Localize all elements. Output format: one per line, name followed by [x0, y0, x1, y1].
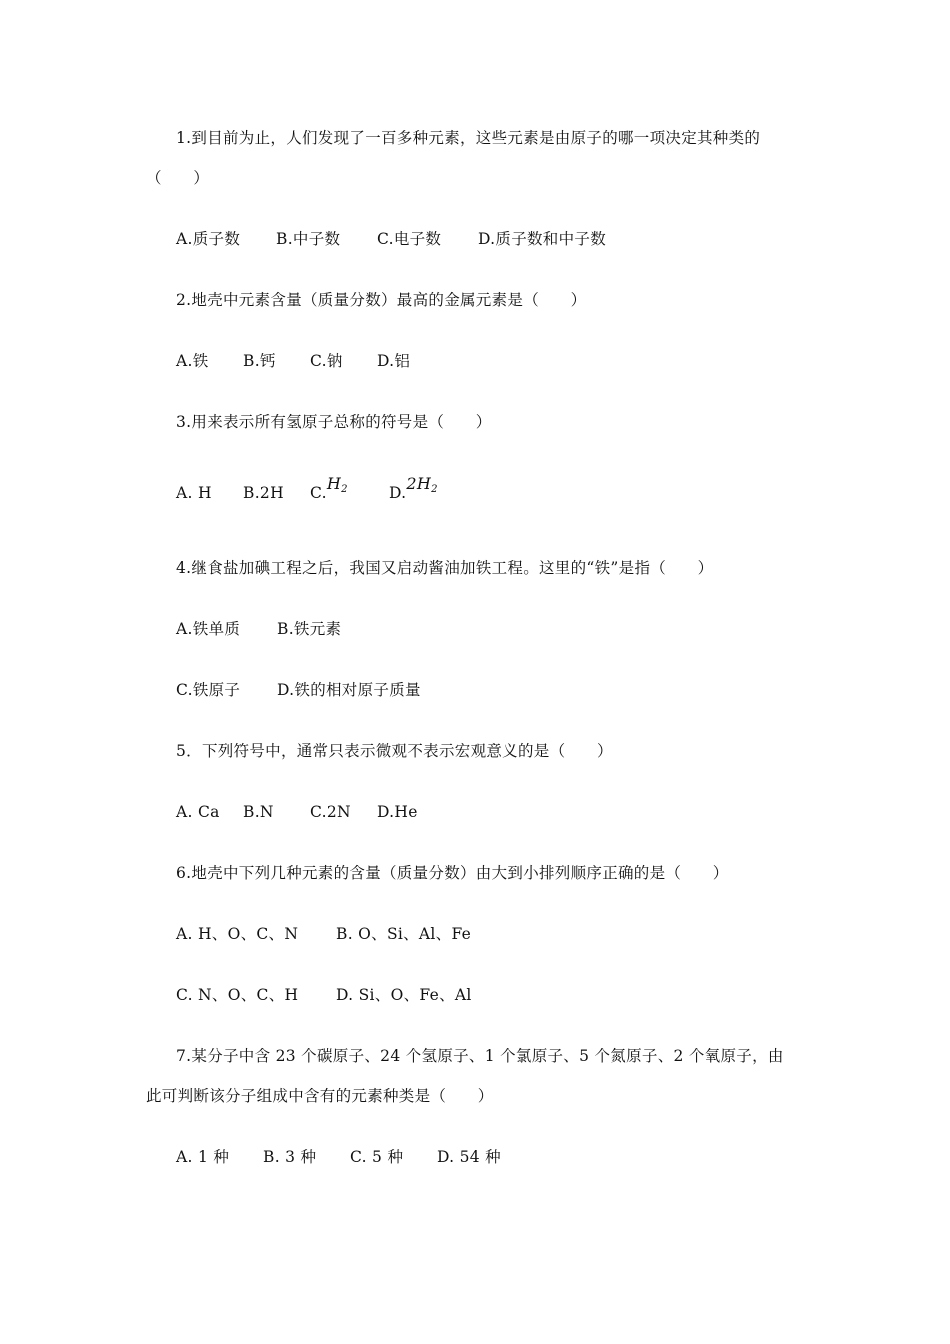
question-6-option-a: A. H、O、C、N: [176, 925, 299, 943]
question-3-option-d-subscript: 2: [431, 484, 438, 495]
question-4-option-c: C.铁原子: [176, 681, 241, 699]
question-6-options-row2: [176, 985, 472, 1005]
question-1-option-b: B.中子数: [276, 230, 341, 248]
question-3-option-d-formula: [406, 474, 437, 493]
question-3-option-d-symbol: 2H: [406, 474, 432, 493]
question-3-option-c-formula: [327, 474, 348, 493]
question-6-options-row1: [176, 924, 471, 944]
question-5-option-c: C.2N: [310, 803, 351, 821]
question-4-option-b: B.铁元素: [277, 620, 342, 638]
question-7-option-b: B. 3 种: [263, 1148, 317, 1166]
question-3-option-b: B.2H: [243, 484, 284, 502]
question-2-option-c: C.钠: [310, 352, 343, 370]
question-3-option-a: A. H: [176, 484, 212, 502]
question-6-stem: 6.地壳中下列几种元素的含量（质量分数）由大到小排列顺序正确的是（ ）: [176, 864, 729, 882]
question-7-option-d: D. 54 种: [437, 1148, 501, 1166]
question-3-option-c-symbol: H: [326, 474, 342, 493]
question-7-option-a: A. 1 种: [176, 1148, 230, 1166]
question-3-options: [176, 474, 438, 506]
question-7-option-c: C. 5 种: [350, 1148, 404, 1166]
question-7-options: [176, 1147, 501, 1167]
question-5-stem: 5．下列符号中，通常只表示微观不表示宏观意义的是（ ）: [176, 742, 613, 760]
question-6-option-c: C. N、O、C、H: [176, 986, 299, 1004]
question-1-option-c: C.电子数: [377, 230, 442, 248]
question-3-stem: 3.用来表示所有氢原子总称的符号是（ ）: [176, 413, 492, 431]
question-5-option-b: B.N: [243, 803, 274, 821]
question-3-option-c: [310, 474, 389, 506]
question-1-stem-line2: （ ）: [146, 169, 210, 187]
question-2-options: [176, 351, 410, 371]
question-5-option-d: D.He: [377, 803, 418, 821]
question-7-stem-line2: 此可判断该分子组成中含有的元素种类是（ ）: [146, 1087, 494, 1105]
question-4-options-row1: [176, 619, 341, 639]
question-5-option-a: A. Ca: [176, 803, 220, 821]
question-3-option-c-subscript: 2: [341, 484, 348, 495]
question-7-stem-line1: 7.某分子中含 23 个碳原子、24 个氢原子、1 个氯原子、5 个氮原子、2 个氧原子，由: [176, 1047, 784, 1065]
question-2-option-d: D.铝: [377, 352, 411, 370]
question-2-stem: 2.地壳中元素含量（质量分数）最高的金属元素是（ ）: [176, 291, 587, 309]
question-4-option-d: D.铁的相对原子质量: [277, 681, 421, 699]
question-1-option-a: A.质子数: [176, 230, 241, 248]
question-1-option-d: D.质子数和中子数: [478, 230, 607, 248]
question-3-option-d-label: D.: [389, 484, 407, 502]
question-2-option-b: B.钙: [243, 352, 276, 370]
question-3-option-d: [389, 474, 438, 506]
question-1-stem-line1: 1.到目前为止，人们发现了一百多种元素，这些元素是由原子的哪一项决定其种类的: [176, 129, 761, 147]
question-6-option-b: B. O、Si、Al、Fe: [336, 925, 472, 943]
question-5-options: [176, 802, 418, 822]
question-1-options: [176, 229, 606, 249]
question-4-options-row2: [176, 680, 421, 700]
question-4-option-a: A.铁单质: [176, 620, 241, 638]
question-2-option-a: A.铁: [176, 352, 209, 370]
question-4-stem: 4.继食盐加碘工程之后，我国又启动酱油加铁工程。这里的“铁”是指（ ）: [176, 559, 714, 577]
question-6-option-d: D. Si、O、Fe、Al: [336, 986, 472, 1004]
question-3-option-c-label: C.: [310, 484, 327, 502]
